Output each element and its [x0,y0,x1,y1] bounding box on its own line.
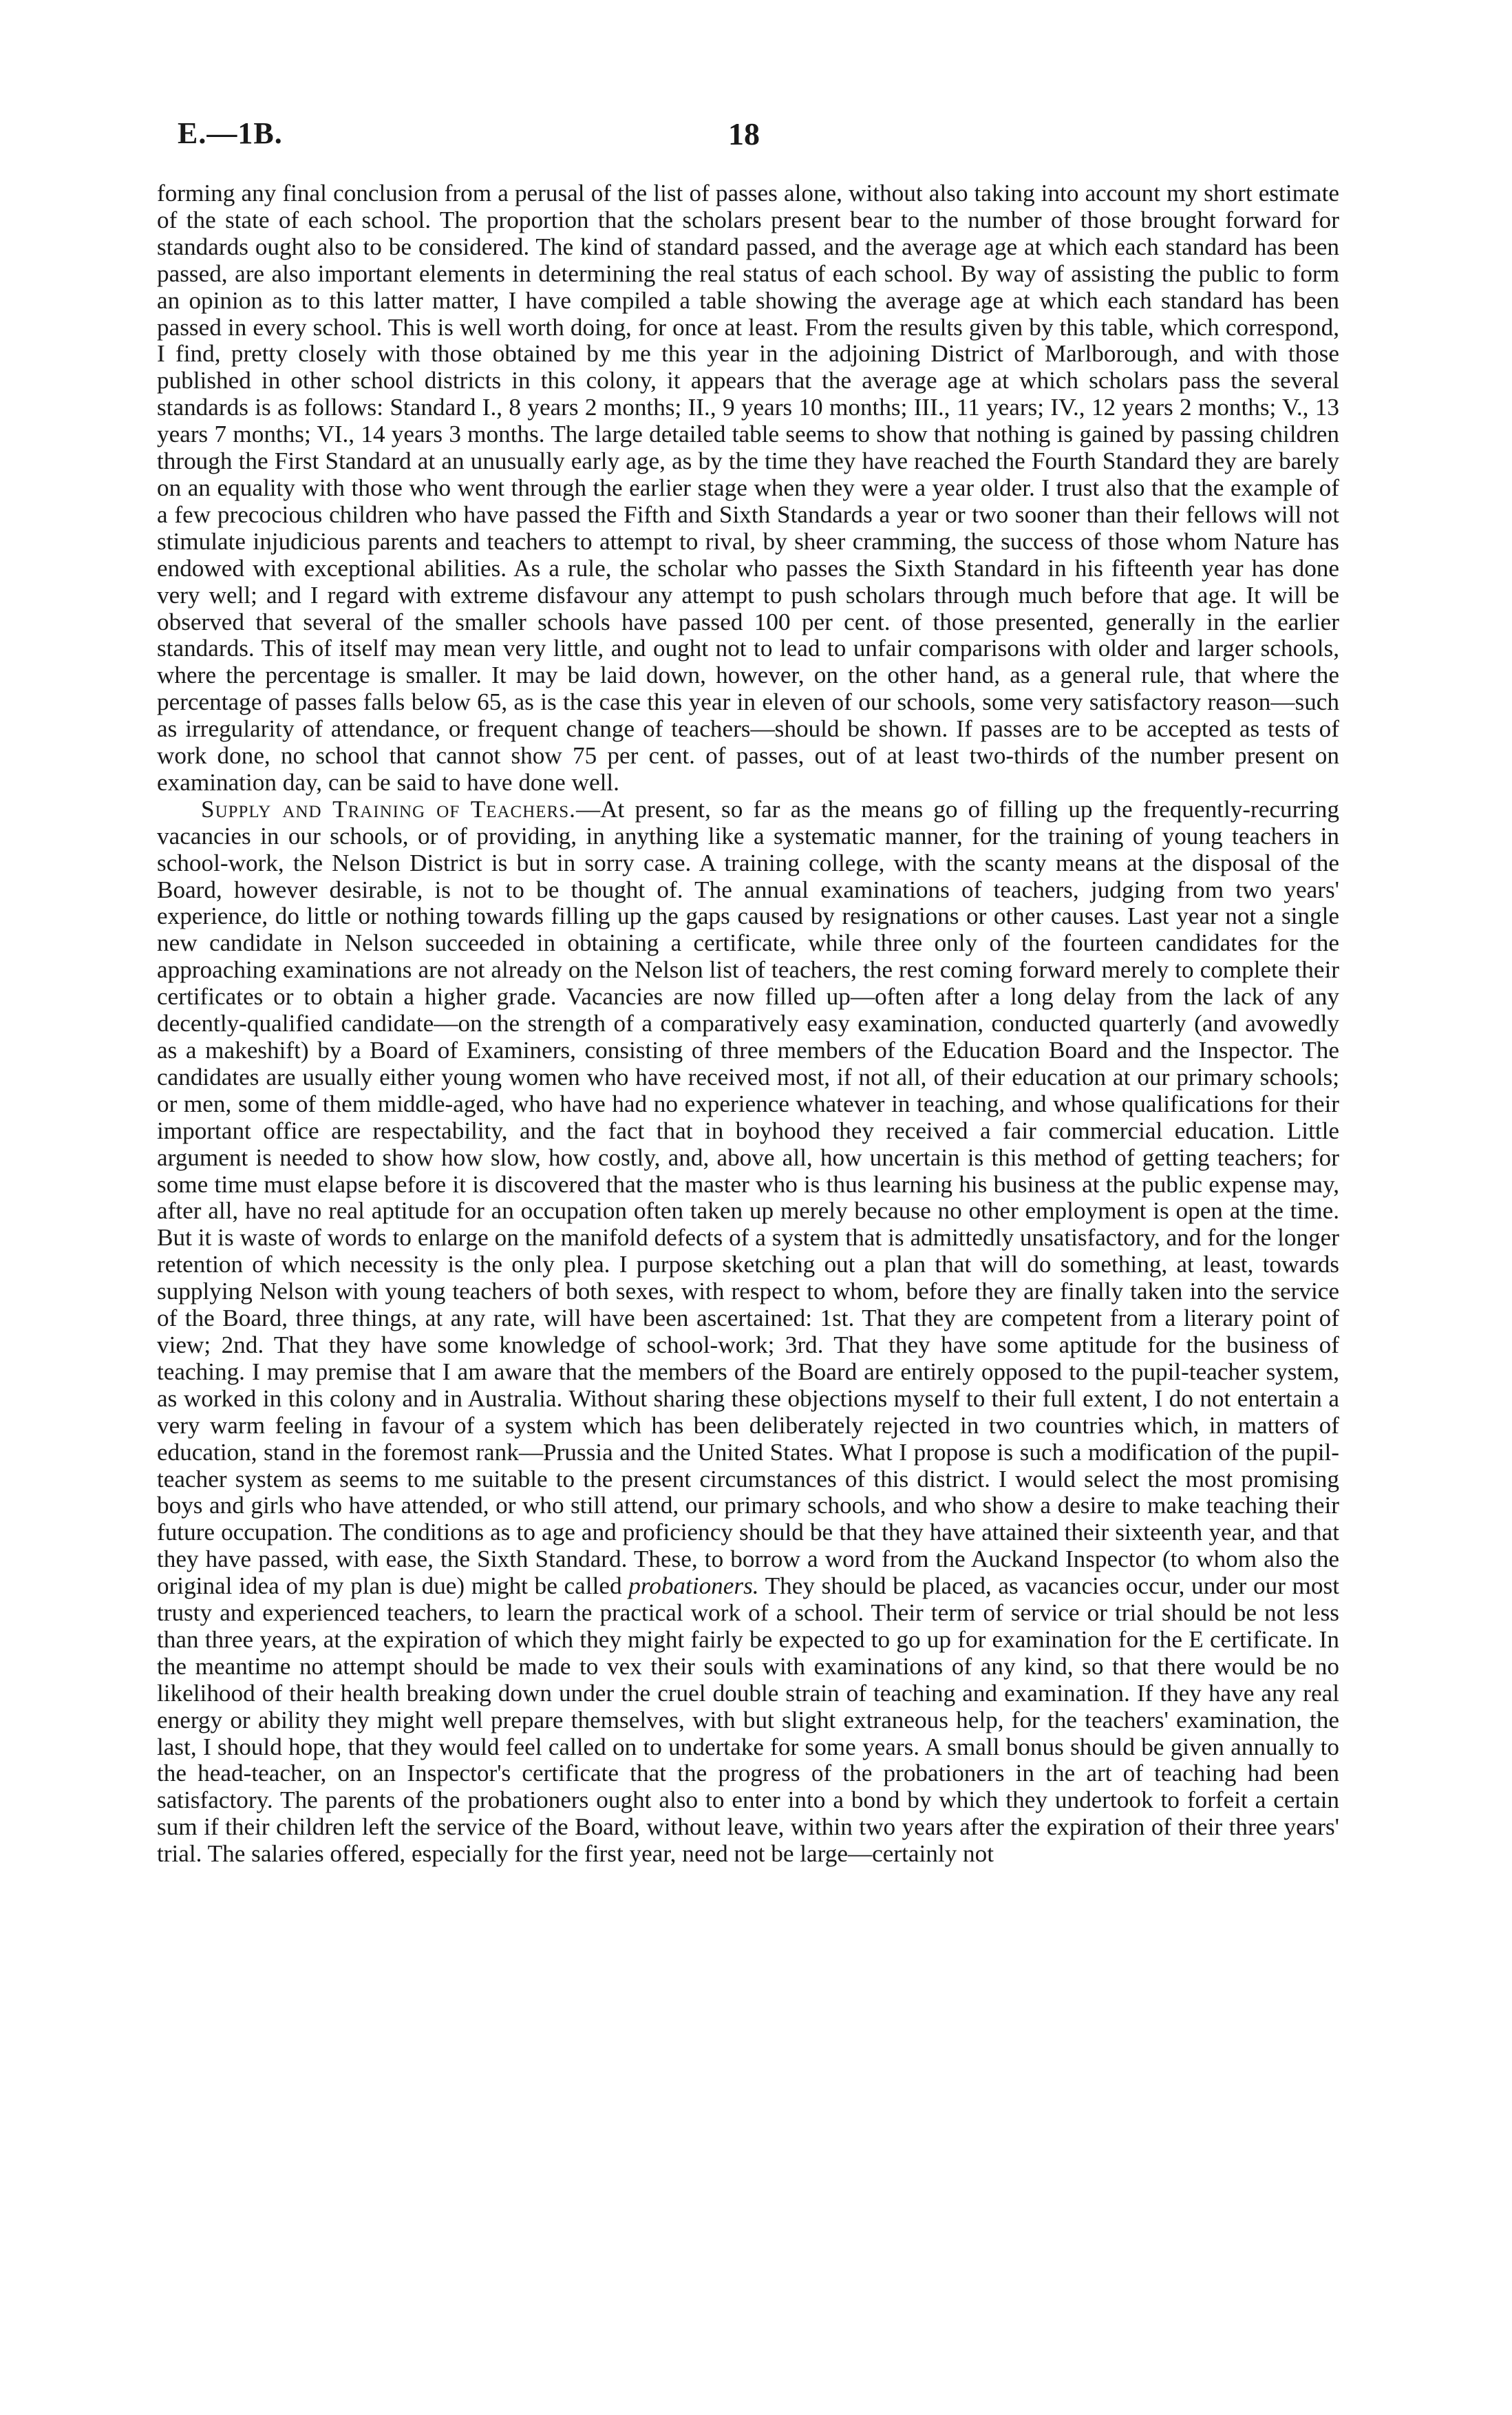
paragraph-1: forming any final conclusion from a perusal of the list of passes alone, without also taking into account my short estimate of the state of each school. The proportion that the scholars present bear to the number of those brought forward for standards ought also to be considered. The kind of standard passed, and the average age at which each standard has been passed, are also important elements in determining the real status of each school. By way of assisting the public to form an opinion as to this latter matter, I have compiled a table showing the average age at which each standard has been passed in every school. This is well worth doing, for once at least. From the results given by this table, which correspond, I find, pretty closely with those obtained by me this year in the adjoining District of Marlborough, and with those published in other school districts in this colony, it appears that the average age at which scholars pass the several standards is as follows: Standard I., 8 years 2 months; II., 9 years 10 months; III., 11 years; IV., 12 years 2 months; V., 13 years 7 months; VI., 14 years 3 months. The large detailed table seems to show that nothing is gained by passing children through the First Standard at an unusually early age, as by the time they have reached the Fourth Standard they are barely on an equality with those who went through the earlier stage when they were a year older. I trust also that the example of a few precocious children who have passed the Fifth and Sixth Standards a year or two sooner than their fellows will not stimulate injudicious parents and teachers to attempt to rival, by sheer cramming, the success of those whom Nature has endowed with exceptional abilities. As a rule, the scholar who passes the Sixth Standard in his fifteenth year has done very well; and I regard with extreme disfavour any attempt to push scholars through much before that age. It will be observed that several of the smaller schools have passed 100 per cent. of those presented, generally in the earlier standards. This of itself may mean very little, and ought not to lead to unfair comparisons with older and larger schools, where the percentage is smaller. It may be laid down, however, on the other hand, as a general rule, that where the percentage of passes falls below 65, as is the case this year in eleven of our schools, some very satisfactory reason—such as irregularity of attendance, or frequent change of teachers—should be shown. If passes are to be accepted as tests of work done, no school that cannot show 75 per cent. of passes, out of at least two-thirds of the number present on examination day, can be said to have done well. [157,180,1339,796]
italic-term: probationers. [628,1572,759,1600]
paragraph-2-text: —At present, so far as the means go of filling up the frequently-recurring vacancies in our schools, or of providing, in anything like a systematic manner, for the training of young teachers in school-work, the Nelson District is but in sorry case. A training college, with the scanty means at the disposal of the Board, however desirable, is not to be thought of. The annual examinations of teachers, judging from two years' experience, do little or nothing towards filling up the gaps caused by resignations or other causes. Last year not a single new candidate in Nelson succeeded in obtaining a certificate, while three only of the fourteen candidates for the approaching examinations are not already on the Nelson list of teachers, the rest coming forward merely to complete their certificates or to obtain a higher grade. Vacancies are now filled up—often after a long delay from the lack of any decently-qualified candidate—on the strength of a comparatively easy examination, conducted quarterly (and avowedly as a makeshift) by a Board of Examiners, consisting of three members of the Education Board and the Inspector. The candidates are usually either young women who have received most, if not all, of their education at our primary schools; or men, some of them middle-aged, who have had no experience whatever in teaching, and whose qualifications for their important office are respectability, and the fact that in boyhood they received a fair commercial education. Little argument is needed to show how slow, how costly, and, above all, how uncertain is this method of getting teachers; for some time must elapse before it is discovered that the master who is thus learning his business at the public expense may, after all, have no real aptitude for an occupation often taken up merely because no other employment is open at the time. But it is waste of words to enlarge on the manifold defects of a system that is admittedly unsatisfactory, and for the longer retention of which necessity is the only plea. I purpose sketching out a plan that will do something, at least, towards supplying Nelson with young teachers of both sexes, with respect to whom, before they are finally taken into the service of the Board, three things, at any rate, will have been ascertained: 1st. That they are competent from a literary point of view; 2nd. That they have some knowledge of school-work; 3rd. That they have some aptitude for the business of teaching. I may premise that I am aware that the members of the Board are entirely opposed to the pupil-teacher system, as worked in this colony and in Australia. Without sharing these objections myself to their full extent, I do not entertain a very warm feeling in favour of a system which has been deliberately rejected in two countries which, in matters of education, stand in the foremost rank—Prussia and the United States. What I propose is such a modification of the pupil-teacher system as seems to me suitable to the present circumstances of this district. I would select the most promising boys and girls who have attended, or who still attend, our primary schools, and who show a desire to make teaching their future occupation. The conditions as to age and proficiency should be that they have attained their sixteenth year, and that they have passed, with ease, the Sixth Standard. These, to borrow a word from the Auckand Inspector (to whom also the original idea of my plan is due) might be called [157,795,1339,1600]
paragraph-2 [157,797,1339,1868]
page-number: 18 [728,116,760,151]
page-header [178,116,1341,164]
document-reference: E.—1B. [178,116,283,150]
section-heading: Supply and Training of Teachers. [201,795,576,823]
paragraph-2-text-continued: They should be placed, as vacancies occur, under our most trusty and experienced teachers, to learn the practical work of a school. Their term of service or trial should be not less than three years, at the expiration of which they might fairly be expected to go up for examination for the E certificate. In the meantime no attempt should be made to vex their souls with examinations of any kind, so that there would be no likelihood of their health breaking down under the cruel double strain of teaching and examination. If they have any real energy or ability they might well prepare themselves, with but slight extraneous help, for the teachers' examination, the last, I should hope, that they would feel called on to undertake for some years. A small bonus should be given annually to the head-teacher, on an Inspector's certificate that the progress of the probationers in the art of teaching had been satisfactory. The parents of the probationers ought also to enter into a bond by which they undertook to forfeit a certain sum if their children left the service of the Board, without leave, within two years after the expiration of their three years' trial. The salaries offered, especially for the first year, need not be large—certainly not [157,1572,1339,1868]
body-text [157,180,1339,1868]
